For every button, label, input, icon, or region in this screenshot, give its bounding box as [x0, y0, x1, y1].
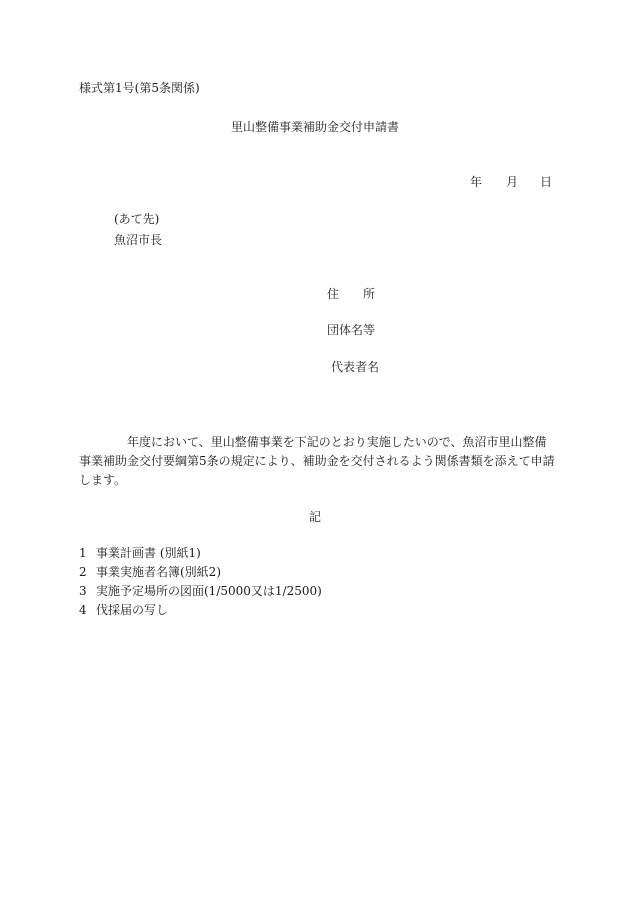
addressee-label: (あて先)	[114, 212, 160, 226]
addressee-name: 魚沼市長	[114, 233, 163, 247]
attachment-list	[79, 544, 322, 620]
address-label-part-2: 所	[363, 287, 376, 301]
attachment-item: 3 実施予定場所の図面(1/5000又は1/2500)	[79, 584, 322, 598]
attachment-item: 1 事業計画書 (別紙1)	[79, 546, 201, 560]
attachment-item: 4 伐採届の写し	[79, 603, 169, 617]
date-day-label: 日	[540, 175, 553, 189]
date-year-label: 年	[470, 175, 483, 189]
application-body-text: 年度において、里山整備事業を下記のとおり実施したいので、魚沼市里山整備事業補助金交付要綱第5条の規定により、補助金を交付されるよう関係書類を添えて申請します。	[79, 435, 555, 487]
applicant-address-label	[327, 286, 375, 302]
date-month-label: 月	[506, 175, 519, 189]
applicant-group-label: 団体名等	[327, 323, 376, 337]
document-title: 里山整備事業補助金交付申請書	[230, 120, 399, 134]
address-label-part-1: 住	[327, 287, 340, 301]
form-number: 様式第1号(第5条関係)	[79, 81, 200, 95]
applicant-representative-label: 代表者名	[331, 360, 380, 374]
ki-heading: 記	[308, 510, 321, 524]
attachment-item: 2 事業実施者名簿(別紙2)	[79, 565, 221, 579]
